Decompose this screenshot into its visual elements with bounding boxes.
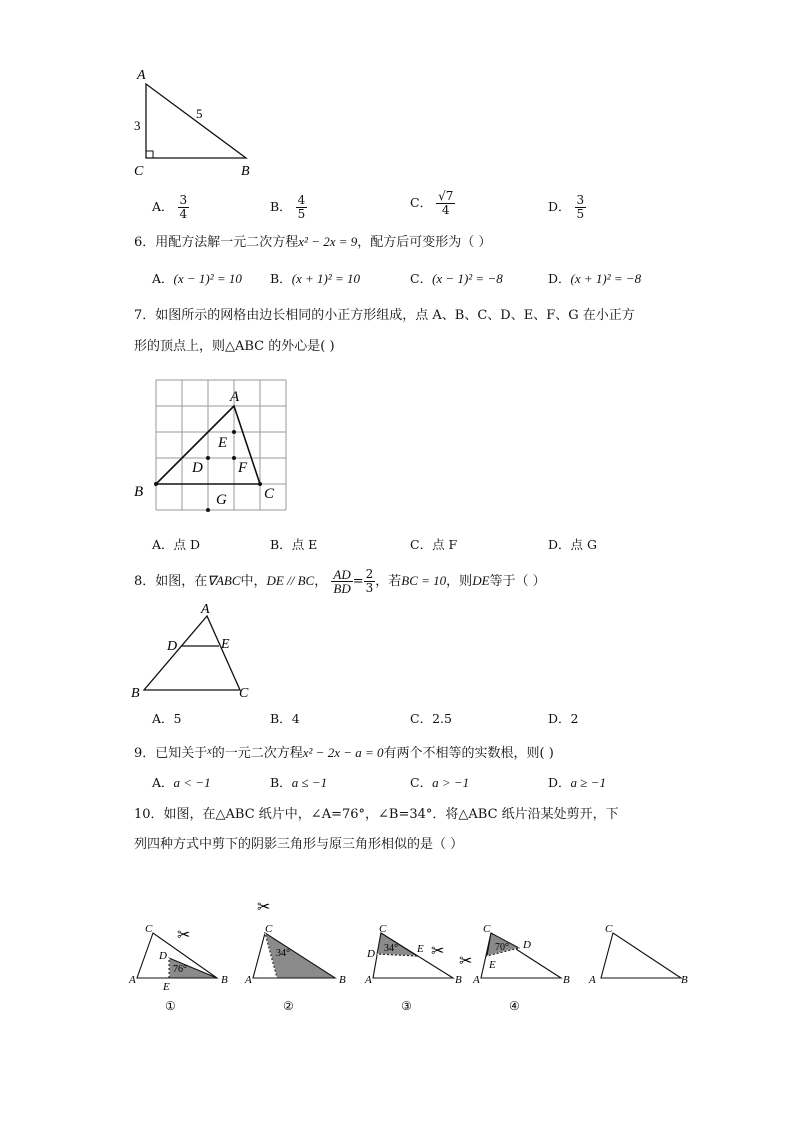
label-b: B <box>134 484 144 500</box>
q8-ratio-fraction: $\frac{AD}{BD}$ <box>333 567 351 596</box>
triangle-abc <box>146 84 246 158</box>
label-d: D <box>159 950 167 962</box>
label-b: B <box>131 686 140 700</box>
triangle-abc <box>144 616 240 690</box>
q10-figure-1 <box>128 923 228 1013</box>
figure-number-4: ④ <box>509 999 520 1013</box>
q10-figures <box>125 890 695 1015</box>
option-letter: A． <box>152 199 174 214</box>
scissors-icon: ✂ <box>459 953 473 970</box>
option-letter: C． <box>410 195 433 210</box>
label-g: G <box>216 492 227 508</box>
angle-34-label: 34° <box>384 943 398 954</box>
q5-option-a[interactable] <box>152 194 189 221</box>
q5-option-d[interactable] <box>548 194 586 221</box>
label-a: A <box>589 974 596 986</box>
label-d: D <box>367 948 375 960</box>
scissors-icon: ✂ <box>177 927 191 944</box>
label-b: B <box>455 974 462 986</box>
q8-option-c[interactable]: C．2.5 <box>410 711 452 726</box>
q5-option-c[interactable] <box>410 190 455 217</box>
label-c: C <box>145 923 153 935</box>
label-a: A <box>137 68 146 83</box>
option-fraction: $\frac{3}{5}$ <box>576 193 585 221</box>
q8-triangle-figure <box>128 600 258 700</box>
q10-figure-2 <box>244 899 346 1013</box>
label-b: B <box>241 164 250 179</box>
label-a: A <box>365 974 372 986</box>
label-c: C <box>605 923 613 935</box>
label-a: A <box>129 974 136 986</box>
q7-grid-figure <box>130 372 290 517</box>
point-f <box>232 456 236 460</box>
point-d <box>206 456 210 460</box>
q5-right-triangle-figure <box>125 62 265 182</box>
q10-stem-line1: 10．如图，在△ABC 纸片中，∠A=76°，∠B=34°．将△ABC 纸片沿某处剪开，下 <box>134 807 619 822</box>
q7-stem-line1: 7．如图所示的网格由边长相同的小正方形组成，点 A、B、C、D、E、F、G 在小正方 <box>134 308 635 323</box>
q9-option-c[interactable]: C．a > −1 <box>410 775 470 790</box>
point-g <box>206 508 210 512</box>
label-a: A <box>473 974 480 986</box>
label-e: E <box>221 637 230 652</box>
q6-equation: x² − 2x = 9 <box>298 234 358 249</box>
label-c: C <box>134 164 144 179</box>
label-c: C <box>483 923 491 935</box>
scissors-icon: ✂ <box>431 943 445 960</box>
q8-value-fraction: $\frac{2}{3}$ <box>365 567 374 595</box>
label-d: D <box>192 460 203 476</box>
q9-option-d[interactable]: D．a ≥ −1 <box>548 775 606 790</box>
label-b: B <box>221 974 228 986</box>
q9-option-b[interactable]: B．a ≤ −1 <box>270 775 328 790</box>
q6-option-a[interactable]: A．(x − 1)² = 10 <box>152 271 242 286</box>
side-ab-length: 5 <box>196 106 203 121</box>
scissors-icon: ✂ <box>257 899 271 916</box>
label-e: E <box>417 943 424 955</box>
original-triangle <box>601 933 681 978</box>
label-a: A <box>245 974 252 986</box>
q8-option-d[interactable]: D．2 <box>548 711 579 726</box>
label-c: C <box>379 923 387 935</box>
q8-stem: 8．如图，在∇ABC中，DE // BC， $\frac{AD}{BD}$ = $\frac{2}{3}$ ，若BC = 10，则DE等于（ ） <box>134 567 546 596</box>
q9-stem: 9．已知关于$^x$的一元二次方程x² − 2x − a = 0有两个不相等的实数根，则( ) <box>134 745 554 761</box>
point-c <box>258 482 262 486</box>
q7-option-c[interactable]: C．点 F <box>410 537 458 552</box>
q7-option-b[interactable]: B．点 E <box>270 537 318 552</box>
q10-stem-line2: 列四种方式中剪下的阴影三角形与原三角形相似的是（ ） <box>134 837 464 852</box>
option-fraction: $\frac{3}{4}$ <box>179 193 188 221</box>
label-b: B <box>563 974 570 986</box>
label-b: B <box>681 974 688 986</box>
q8-option-a[interactable]: A．5 <box>152 711 182 726</box>
q9-option-a[interactable]: A．a < −1 <box>152 775 211 790</box>
label-c: C <box>265 923 273 935</box>
label-b: B <box>339 974 346 986</box>
label-e: E <box>218 435 228 451</box>
angle-76-label: 76° <box>173 964 187 975</box>
q6-option-b[interactable]: B．(x + 1)² = 10 <box>270 271 361 286</box>
q10-reference-triangle <box>588 923 688 986</box>
label-c: C <box>239 686 249 700</box>
q6-option-d[interactable]: D．(x + 1)² = −8 <box>548 271 642 286</box>
option-letter: B． <box>270 199 292 214</box>
q7-stem-line2: 形的顶点上，则△ABC 的外心是( ) <box>134 339 335 354</box>
right-angle-mark <box>146 151 153 158</box>
q10-figure-3 <box>364 923 462 1013</box>
label-d: D <box>523 939 531 951</box>
q7-option-d[interactable]: D．点 G <box>548 537 597 552</box>
label-c: C <box>264 486 275 502</box>
option-letter: D． <box>548 199 571 214</box>
q7-option-a[interactable]: A．点 D <box>152 537 201 552</box>
label-e: E <box>163 981 170 993</box>
label-d: D <box>167 639 178 654</box>
q5-option-b[interactable] <box>270 194 307 221</box>
option-fraction: $\frac{4}{5}$ <box>297 193 306 221</box>
q10-figure-4 <box>459 923 570 1013</box>
q8-option-b[interactable]: B．4 <box>270 711 300 726</box>
side-ac-length: 3 <box>134 118 141 133</box>
figure-number-3: ③ <box>401 999 412 1013</box>
angle-70-label: 70° <box>495 942 509 953</box>
figure-number-1: ① <box>165 999 176 1013</box>
label-f: F <box>238 460 248 476</box>
q6-stem: 6．用配方法解一元二次方程x² − 2x = 9，配方后可变形为（ ） <box>134 234 492 250</box>
angle-34-label: 34° <box>276 948 290 959</box>
option-fraction: $\frac{√7}{4}$ <box>438 189 454 217</box>
point-b <box>154 482 158 486</box>
q6-option-c[interactable]: C．(x − 1)² = −8 <box>410 271 503 286</box>
label-a: A <box>201 602 210 617</box>
label-e: E <box>489 959 496 971</box>
point-e <box>232 430 236 434</box>
label-a: A <box>230 389 240 405</box>
figure-number-2: ② <box>283 999 294 1013</box>
